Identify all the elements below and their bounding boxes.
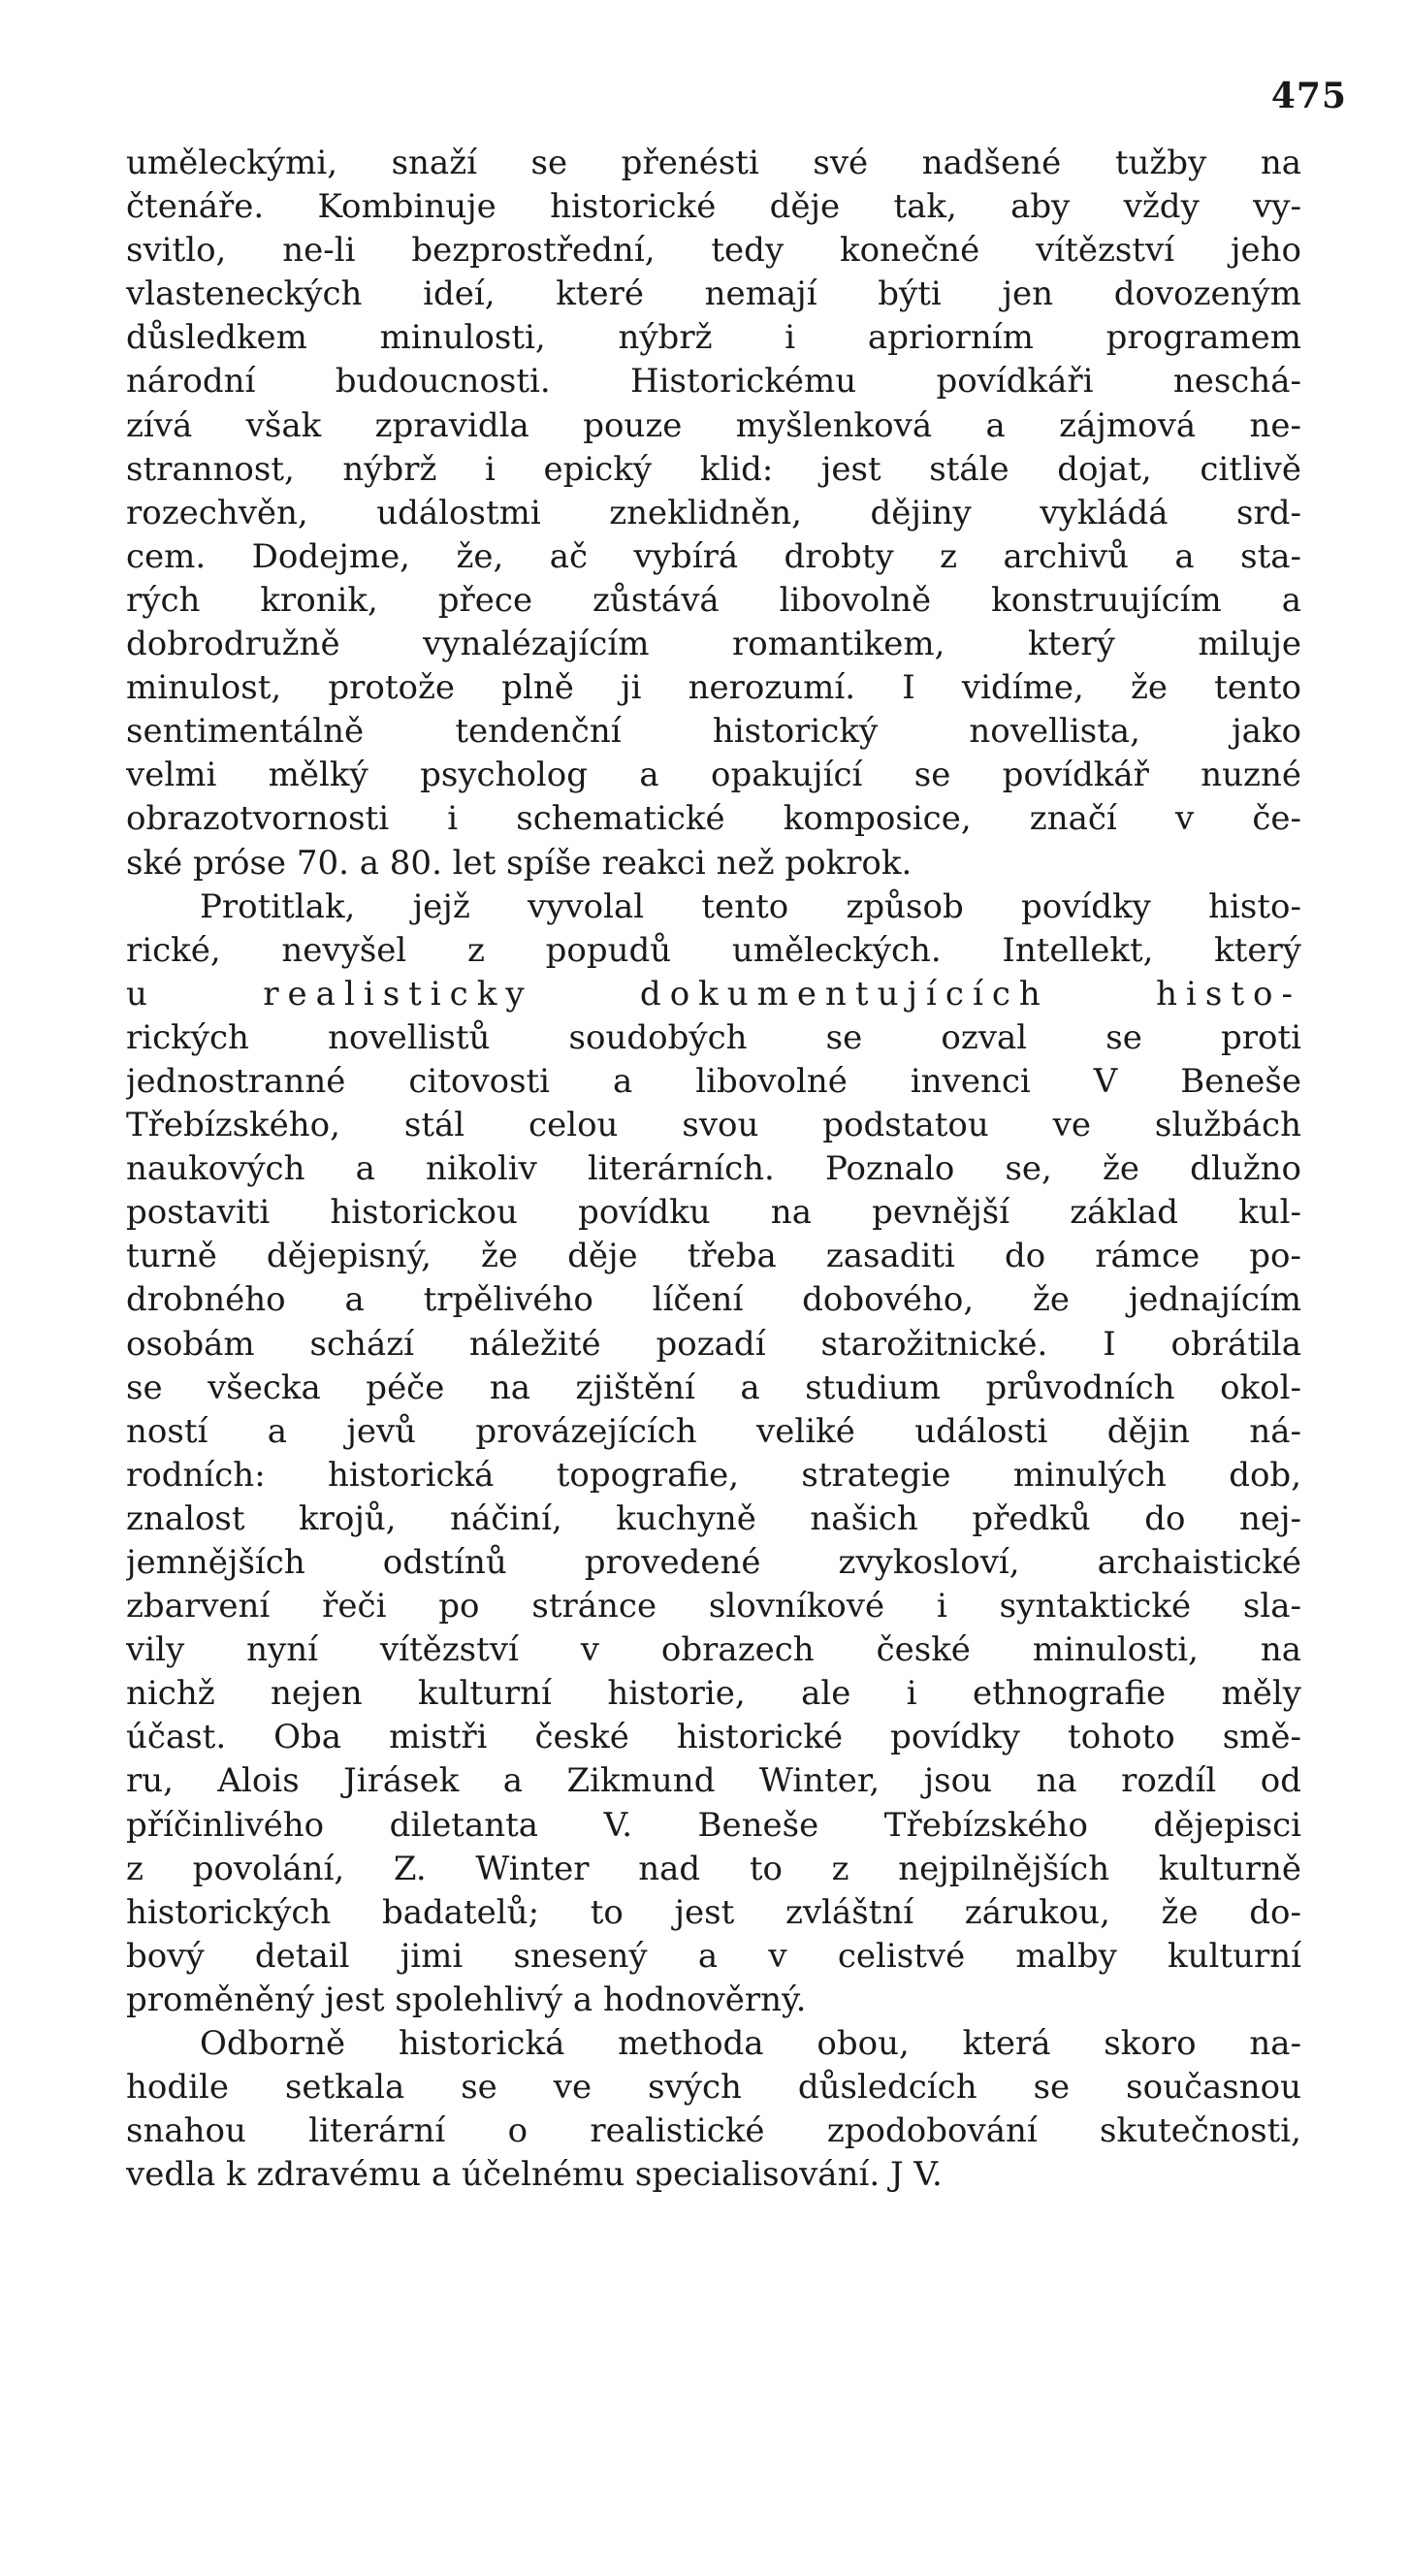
text-line: strannost, nýbrž i epický klid: jest stále dojat, citlivě [126, 449, 1301, 489]
text-line: ské próse 70. a 80. let spíše reakci než pokrok. [126, 843, 913, 883]
text-line: vily nyní vítězství v obrazech české minulosti, na [126, 1630, 1301, 1670]
text-line: Protitlak, jejž vyvolal tento způsob povídky histo- [200, 886, 1301, 926]
text-line: svitlo, ne-li bezprostřední, tedy konečné vítězství jeho [126, 231, 1301, 271]
text-line: naukových a nikoliv literárních. Poznalo se, že dlužno [126, 1149, 1301, 1189]
text-line: rických novellistů soudobých se ozval se proti [126, 1017, 1301, 1057]
text-line: rodních: historická topografie, strategie minulých dob, [126, 1455, 1301, 1495]
text-line: proměněný jest spolehlivý a hodnověrný. [126, 1980, 807, 2019]
text-line: drobného a trpělivého líčení dobového, že jednajícím [126, 1280, 1301, 1320]
text-line: ru, Alois Jirásek a Zikmund Winter, jsou na rozdíl od [126, 1761, 1301, 1801]
text-line: jednostranné citovosti a libovolné invenci V Beneše [126, 1061, 1301, 1101]
text-line: hodile setkala se ve svých důsledcích se současnou [126, 2068, 1301, 2108]
text-line: rické, nevyšel z popudů uměleckých. Intellekt, který [126, 930, 1301, 970]
text-line: vlasteneckých ideí, které nemají býti jen dovozeným [126, 274, 1301, 314]
text-line: minulost, protože plně ji nerozumí. I vidíme, že tento [126, 668, 1301, 708]
text-line: se všecka péče na zjištění a studium průvodních okol- [126, 1368, 1301, 1407]
text-line: snahou literární o realistické zpodobování skutečnosti, [126, 2111, 1301, 2151]
text-line: rozechvěn, událostmi zneklidněn, dějiny vykládá srd- [126, 493, 1301, 532]
text-line: národní budoucnosti. Historickému povídkáři neschá- [126, 362, 1301, 402]
text-line: obrazotvornosti i schematické komposice, značí v če- [126, 799, 1301, 839]
text-line: historických badatelů; to jest zvláštní zárukou, že do- [126, 1892, 1301, 1932]
text-line: Třebízského, stál celou svou podstatou ve službách [126, 1106, 1301, 1145]
body-text [126, 142, 1301, 2197]
paragraph-1 [126, 142, 1301, 886]
paragraph-2 [126, 886, 1301, 2022]
text-line: z povolání, Z. Winter nad to z nejpilnějších kulturně [126, 1849, 1301, 1888]
text-line: důsledkem minulosti, nýbrž i apriorním programem [126, 318, 1301, 358]
text-line: bový detail jimi snesený a v celistvé malby kulturní [126, 1936, 1301, 1976]
text-line: zbarvení řeči po stránce slovníkové i syntaktické sla- [126, 1587, 1301, 1626]
text-line: příčinlivého diletanta V. Beneše Třebízského dějepisci [126, 1805, 1301, 1845]
text-line: Odborně historická methoda obou, která skoro na- [200, 2024, 1301, 2064]
text-line: znalost krojů, náčiní, kuchyně našich předků do nej- [126, 1498, 1301, 1538]
text-line: cem. Dodejme, že, ač vybírá drobty z archivů a sta- [126, 536, 1301, 576]
text-line: u realisticky dokumentujících histo- [126, 974, 1301, 1014]
text-line: jemnějších odstínů provedené zvykosloví, archaistické [126, 1543, 1301, 1582]
text-line: osobám schází náležité pozadí starožitnické. I obrátila [126, 1324, 1301, 1364]
text-line: velmi mělký psycholog a opakující se povídkář nuzné [126, 756, 1301, 795]
text-line: čtenáře. Kombinuje historické děje tak, aby vždy vy- [126, 187, 1301, 227]
text-line: účast. Oba mistři české historické povídky tohoto smě- [126, 1718, 1301, 1757]
text-line: rých kronik, přece zůstává libovolně konstruujícím a [126, 580, 1301, 620]
text-line: zívá však zpravidla pouze myšlenková a zájmová ne- [126, 405, 1301, 445]
text-line: vedla k zdravému a účelnému specialisování. J V. [126, 2155, 943, 2195]
paragraph-3 [126, 2022, 1301, 2197]
text-line: ností a jevů provázejících veliké události dějin ná- [126, 1411, 1301, 1451]
text-line: nichž nejen kulturní historie, ale i ethnografie měly [126, 1674, 1301, 1714]
text-line: postaviti historickou povídku na pevnější základ kul- [126, 1193, 1301, 1233]
text-line: sentimentálně tendenční historický novellista, jako [126, 712, 1301, 752]
text-line: dobrodružně vynalézajícím romantikem, který miluje [126, 625, 1301, 664]
text-line: turně dějepisný, že děje třeba zasaditi do rámce po- [126, 1237, 1301, 1276]
text-line: uměleckými, snaží se přenésti své nadšené tužby na [126, 144, 1301, 182]
page-number: 475 [1270, 76, 1347, 116]
